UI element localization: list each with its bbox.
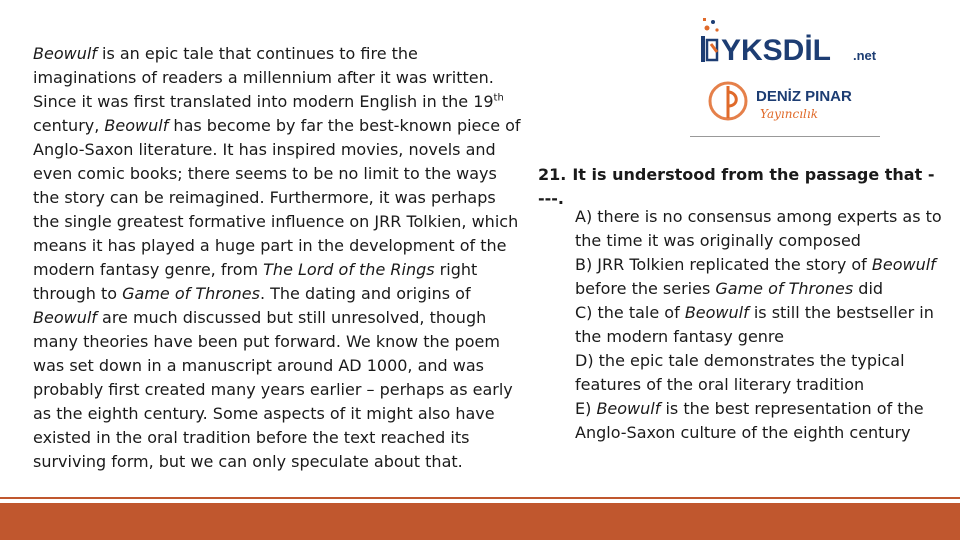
- option-b-italic: Game of Thrones: [715, 279, 854, 298]
- passage-text: is an epic tale that continues to fire the imaginations of readers a millennium after it was written. Since it was first translated into modern English in the 19: [33, 44, 494, 111]
- reading-passage: [33, 42, 523, 474]
- yksdil-logo-text: YKSDİL: [721, 34, 832, 67]
- deniz-pinar-name: DENİZ PINAR: [756, 88, 852, 105]
- option-b-text: before the series: [575, 279, 716, 298]
- option-b-italic: Beowulf: [871, 255, 936, 274]
- passage-italic-title: The Lord of the Rings: [263, 260, 435, 279]
- deniz-pinar-emblem-icon: [710, 83, 746, 119]
- passage-italic-title: Beowulf: [104, 116, 169, 135]
- option-b[interactable]: [575, 253, 945, 301]
- passage-text: are much discussed but still unresolved, though many theories have been put forward. We know the poem was set down in a manuscript around AD 1000, and was probably first created many years earlier – perhaps as early as the eighth century. Some aspects of it might also have existed in the oral tradition before the text reached its surviving form, but we can only speculate about that.: [33, 308, 513, 471]
- option-b-text: did: [853, 279, 884, 298]
- passage-text: has become by far the best-known piece of Anglo-Saxon literature. It has inspired movies, novels and even comic books; there seems to be no limit to the ways the story can be reimagined. Furthermore, it was perhaps the single greatest formative influence on JRR Tolkien, which means it has played a huge part in the development of the modern fantasy genre, from: [33, 116, 521, 279]
- passage-text: century,: [33, 116, 105, 135]
- option-a[interactable]: A) there is no consensus among experts as to the time it was originally composed: [575, 207, 942, 250]
- option-e[interactable]: [575, 397, 945, 445]
- passage-superscript: th: [493, 92, 504, 104]
- option-d[interactable]: D) the epic tale demonstrates the typical features of the oral literary tradition: [575, 351, 905, 394]
- passage-text: . The dating and origins of: [259, 284, 471, 303]
- deniz-pinar-logo: [706, 78, 876, 124]
- option-e-italic: Beowulf: [596, 399, 661, 418]
- question-number: 21.: [538, 165, 567, 184]
- yksdil-logo: [697, 14, 887, 70]
- yksdil-logo-suffix: .net: [853, 48, 877, 63]
- option-e-text: is the best representation of the Anglo-Saxon culture of the eighth century: [575, 399, 924, 442]
- option-c-text: C) the tale of: [575, 303, 685, 322]
- footer-accent-line: [0, 497, 960, 499]
- book-icon: [701, 18, 719, 62]
- answer-options: [575, 205, 945, 445]
- logo-divider: [690, 136, 880, 137]
- deniz-pinar-subtitle: Yayıncılık: [760, 107, 818, 121]
- option-c-italic: Beowulf: [684, 303, 749, 322]
- option-c[interactable]: [575, 301, 945, 349]
- question-stem: [538, 163, 938, 211]
- question-text: It is understood from the passage that ----.: [538, 165, 935, 208]
- option-b-text: B) JRR Tolkien replicated the story of: [575, 255, 872, 274]
- footer-bar: [0, 503, 960, 540]
- passage-italic-title: Beowulf: [33, 308, 97, 327]
- passage-italic-title: Game of Thrones: [122, 284, 260, 303]
- passage-text: right through to: [33, 260, 478, 303]
- option-e-text: E): [575, 399, 597, 418]
- passage-italic-title: Beowulf: [33, 44, 97, 63]
- option-c-text: is still the bestseller in the modern fantasy genre: [575, 303, 934, 346]
